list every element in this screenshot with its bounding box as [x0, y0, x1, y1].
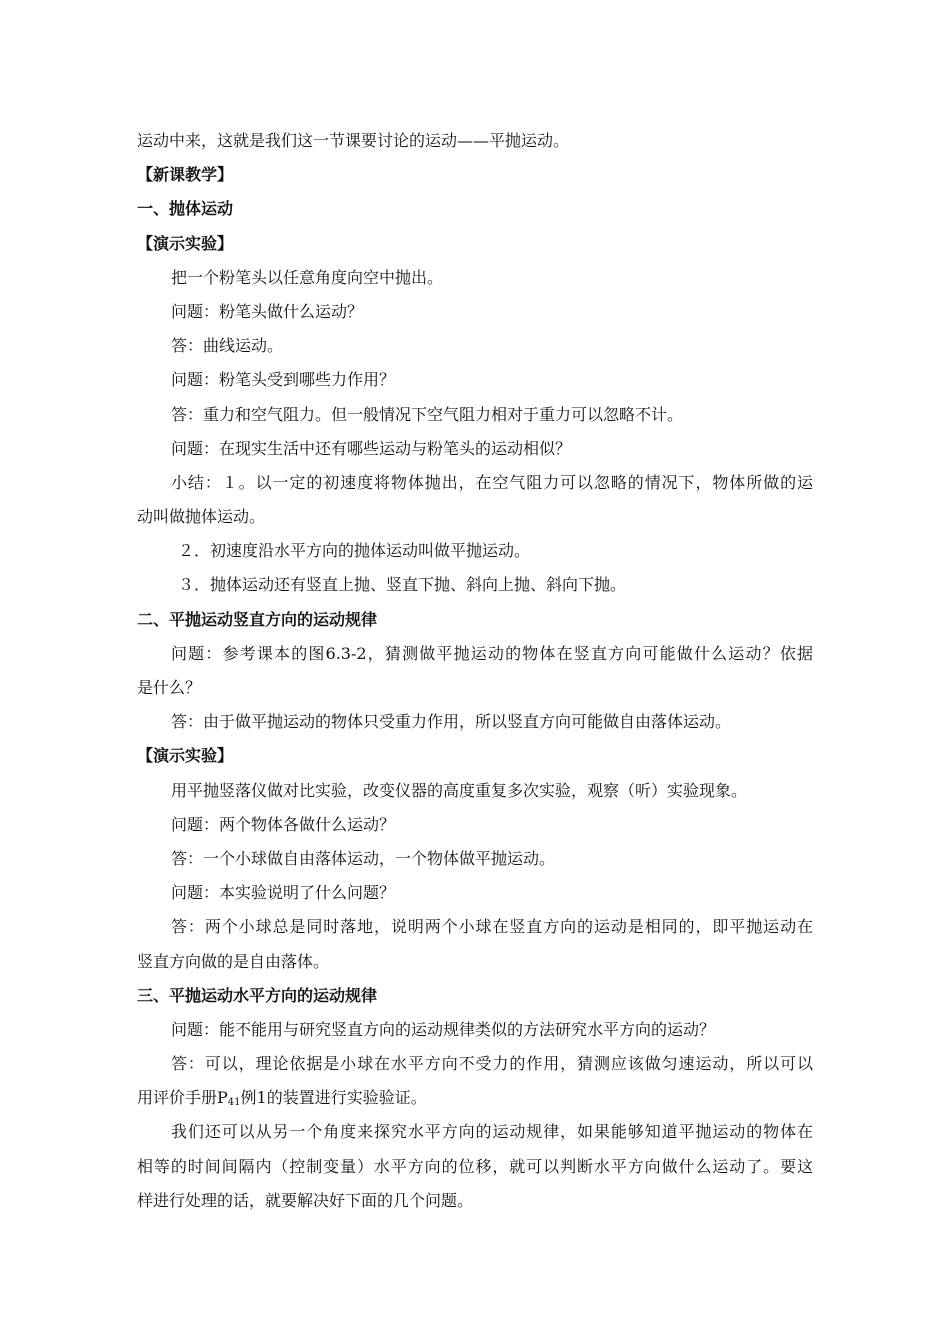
summary-line: 小结：１。以一定的初速度将物体抛出，在空气阻力可以忽略的情况下，物体所做的运	[171, 472, 813, 492]
answer-line: 答：一个小球做自由落体运动，一个物体做平抛运动。	[171, 848, 556, 868]
question-line: 问题：在现实生活中还有哪些运动与粉笔头的运动相似？	[171, 438, 572, 458]
section-heading: 【演示实验】	[137, 233, 234, 253]
paragraph-line: 把一个粉笔头以任意角度向空中抛出。	[171, 267, 444, 287]
list-item: ２．初速度沿水平方向的抛体运动叫做平抛运动。	[178, 541, 531, 561]
paragraph-line: 样进行处理的话，就要解决好下面的几个问题。	[137, 1190, 474, 1210]
question-line: 问题：粉笔头做什么运动？	[171, 301, 364, 321]
answer-line: 答：重力和空气阻力。但一般情况下空气阻力相对于重力可以忽略不计。	[171, 404, 684, 424]
answer-line: 答：由于做平抛运动的物体只受重力作用，所以竖直方向可能做自由落体运动。	[171, 712, 732, 732]
section-heading: 三、平抛运动水平方向的运动规律	[137, 985, 378, 1005]
paragraph-line: 动叫做抛体运动。	[137, 507, 266, 527]
document-body	[137, 124, 813, 1218]
section-heading: 【演示实验】	[137, 746, 234, 766]
question-line: 问题：本实验说明了什么问题？	[171, 883, 396, 903]
list-item: ３．抛体运动还有竖直上抛、竖直下抛、斜向上抛、斜向下抛。	[178, 575, 627, 595]
answer-line: 答：曲线运动。	[171, 336, 284, 356]
answer-line: 答：可以，理论依据是小球在水平方向不受力的作用，猜测应该做匀速运动，所以可以	[171, 1054, 813, 1074]
answer-line: 答：两个小球总是同时落地，说明两个小球在竖直方向的运动是相同的，即平抛运动在	[171, 917, 813, 937]
paragraph-line: 我们还可以从另一个角度来探究水平方向的运动规律，如果能够知道平抛运动的物体在	[171, 1122, 813, 1142]
paragraph-line: 用平抛竖落仪做对比实验，改变仪器的高度重复多次实验，观察（听）实验现象。	[171, 780, 748, 800]
section-heading: 一、抛体运动	[137, 199, 234, 219]
question-line: 问题：能不能用与研究竖直方向的运动规律类似的方法研究水平方向的运动？	[171, 1019, 716, 1039]
question-line: 问题：两个物体各做什么运动？	[171, 814, 396, 834]
paragraph-line: 用评价手册$P_{41}$例1的装置进行实验验证。	[137, 1088, 427, 1109]
question-line: 问题：粉笔头受到哪些力作用？	[171, 370, 396, 390]
paragraph-line: 是什么？	[137, 678, 202, 697]
paragraph-line: 运动中来，这就是我们这一节课要讨论的运动——平抛运动。	[137, 131, 570, 150]
paragraph-line: 相等的时间间隔内（控制变量）水平方向的位移，就可以判断水平方向做什么运动了。要这	[137, 1156, 813, 1176]
paragraph-line: 竖直方向做的是自由落体。	[137, 951, 330, 971]
section-heading: 【新课教学】	[137, 165, 234, 185]
question-line: 问题：参考课本的图6.3-2，猜测做平抛运动的物体在竖直方向可能做什么运动？依据	[171, 643, 813, 663]
section-heading: 二、平抛运动竖直方向的运动规律	[137, 609, 378, 629]
